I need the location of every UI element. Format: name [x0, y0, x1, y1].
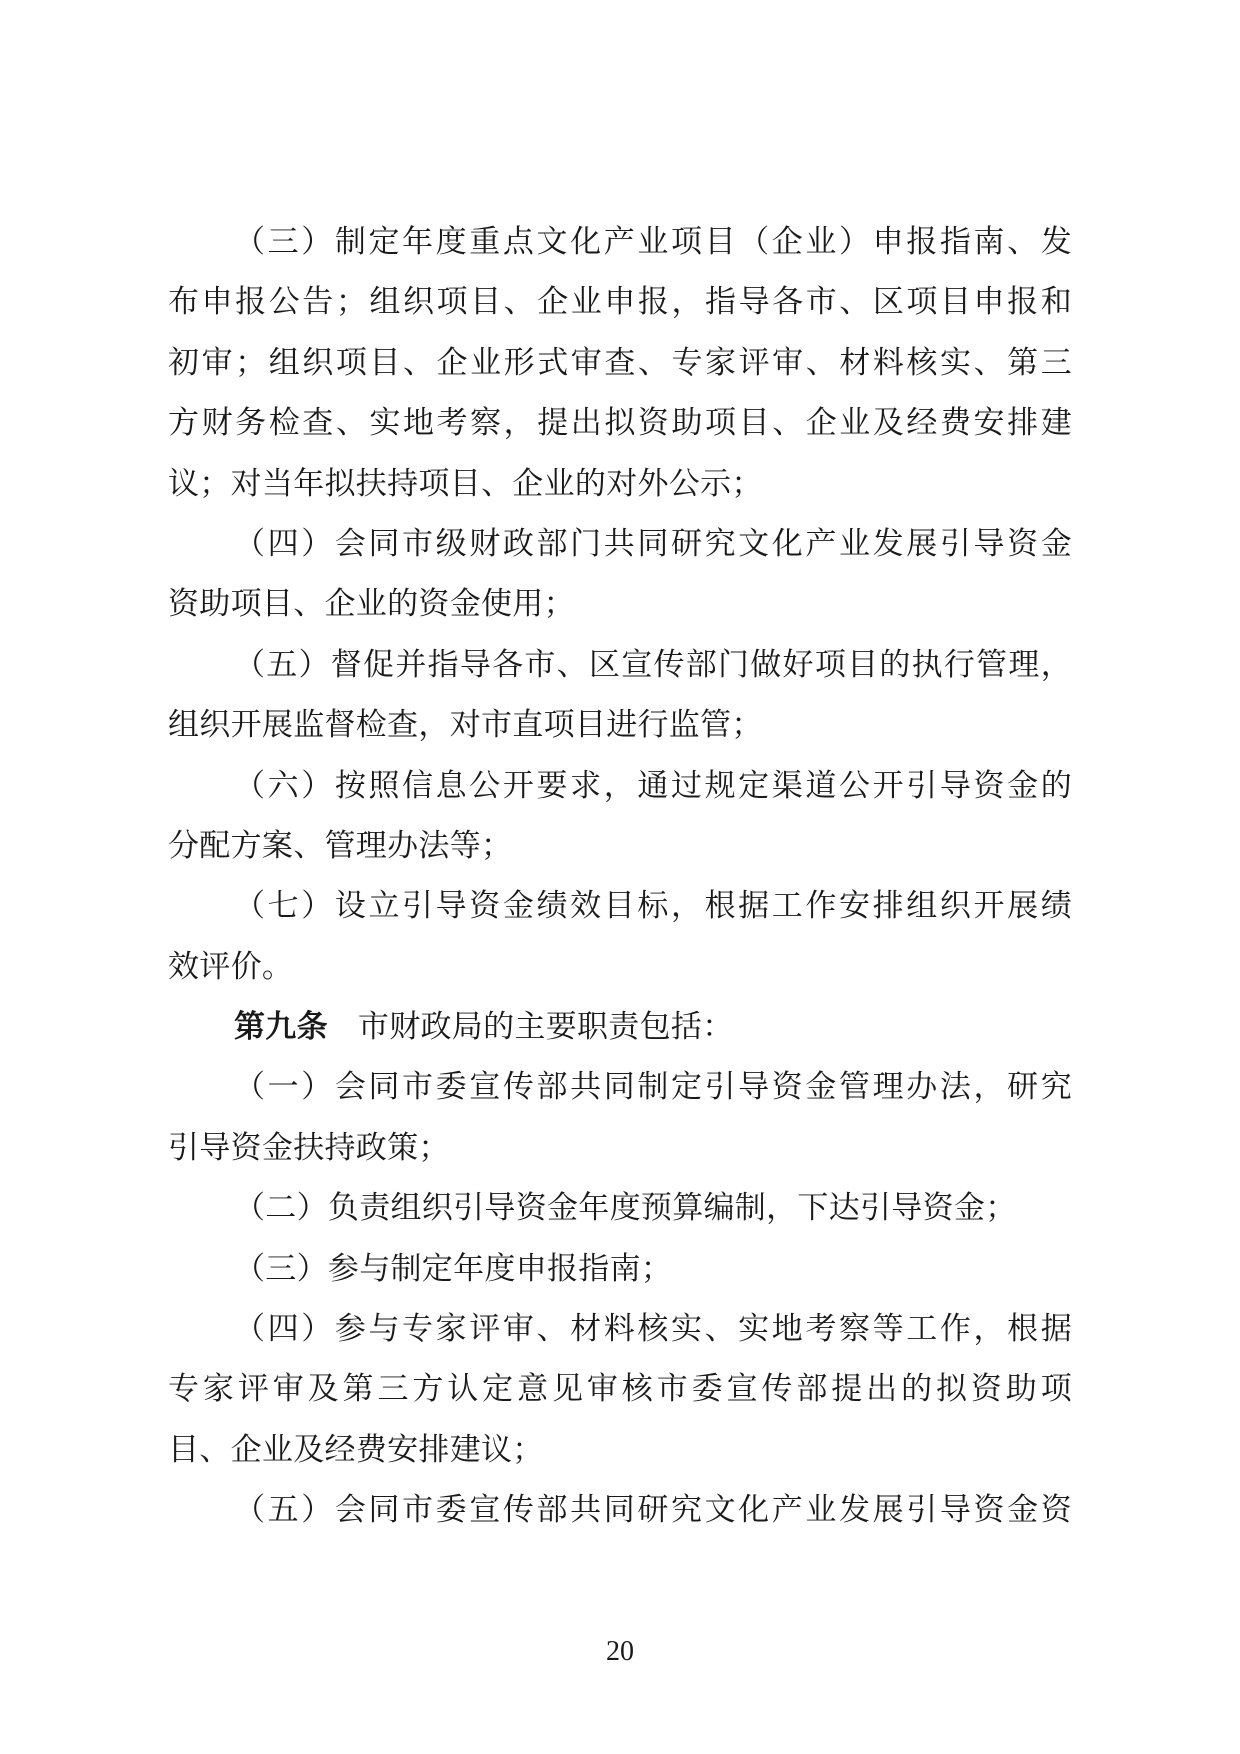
document-body: [168, 212, 1072, 1541]
paragraph-line: 方财务检查、实地考察，提出拟资助项目、企业及经费安排建: [168, 405, 1072, 442]
paragraph-line: （六）按照信息公开要求，通过规定渠道公开引导资金的: [234, 767, 1072, 804]
paragraph-line: 效评价。: [168, 948, 294, 985]
paragraph-line: （五）督促并指导各市、区宣传部门做好项目的执行管理，: [234, 646, 1072, 683]
paragraph-line: （五）会同市委宣传部共同研究文化产业发展引导资金资: [234, 1492, 1072, 1529]
paragraph-line: 资助项目、企业的资金使用；: [168, 586, 575, 623]
paragraph-line: 引导资金扶持政策；: [168, 1129, 450, 1166]
article-label: 第九条: [234, 1009, 328, 1046]
paragraph-line: 目、企业及经费安排建议；: [168, 1431, 544, 1468]
paragraph-line: 议；对当年拟扶持项目、企业的对外公示；: [168, 465, 763, 502]
paragraph-line: （三）制定年度重点文化产业项目（企业）申报指南、发: [234, 224, 1072, 260]
paragraph-line: 布申报公告；组织项目、企业申报，指导各市、区项目申报和: [168, 284, 1072, 321]
paragraph-line: （四）参与专家评审、材料核实、实地考察等工作，根据: [234, 1311, 1072, 1348]
paragraph-line: （七）设立引导资金绩效目标，根据工作安排组织开展绩: [234, 888, 1072, 925]
page-number: 20: [606, 1636, 634, 1667]
paragraph-line: （三）参与制定年度申报指南；: [234, 1250, 673, 1287]
paragraph-line: 组织开展监督检查，对市直项目进行监管；: [168, 707, 763, 744]
paragraph-line: （一）会同市委宣传部共同制定引导资金管理办法，研究: [234, 1069, 1072, 1106]
paragraph-line: 初审；组织项目、企业形式审查、专家评审、材料核实、第三: [168, 344, 1072, 381]
paragraph-line: （二）负责组织引导资金年度预算编制，下达引导资金；: [234, 1190, 1017, 1227]
paragraph-line: （四）会同市级财政部门共同研究文化产业发展引导资金: [234, 525, 1072, 562]
article-heading: [168, 997, 1072, 1057]
paragraph-line: 分配方案、管理办法等；: [168, 827, 513, 864]
paragraph-line: 专家评审及第三方认定意见审核市委宣传部提出的拟资助项: [168, 1371, 1072, 1408]
article-text: 市财政局的主要职责包括：: [357, 1009, 734, 1046]
